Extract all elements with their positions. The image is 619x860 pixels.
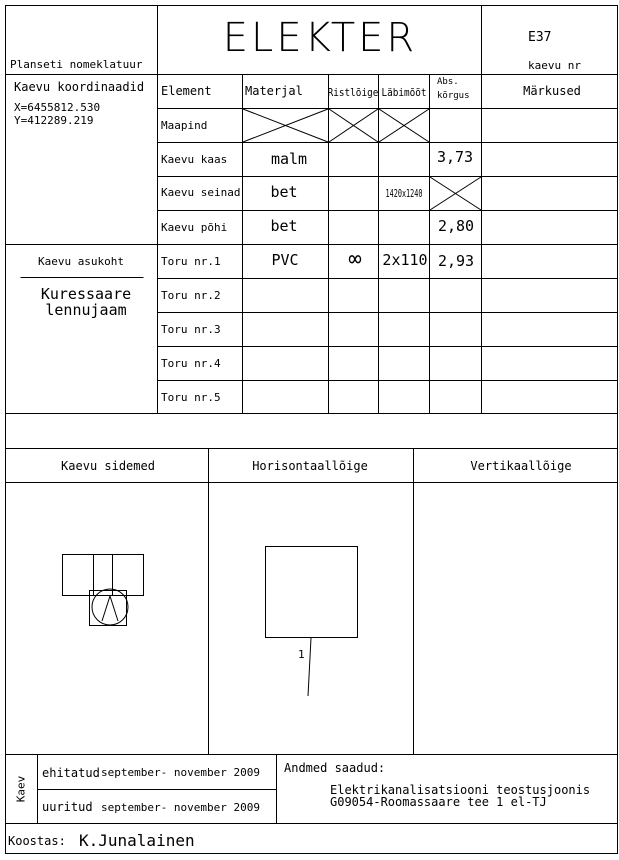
section-sidemed: Kaevu sidemed	[61, 459, 155, 473]
row-4-abs: 2,80	[437, 217, 475, 235]
row-2-abs: 3,73	[436, 148, 474, 166]
source-line2: G09054-Roomassaare tee 1 el-TJ	[330, 795, 547, 809]
uuritud-label: uuritud	[42, 800, 93, 814]
row-3-material: bet	[270, 183, 298, 201]
header-abs1: Abs.	[437, 77, 459, 87]
row-1-element: Maapind	[161, 119, 208, 132]
row-8-element: Toru nr.4	[161, 357, 221, 370]
kaevu-code: E37	[528, 30, 552, 45]
sheet-title: ELEKTER	[222, 15, 418, 61]
ehitatud-label: ehitatud	[42, 766, 100, 780]
andmed-label: Andmed saadud:	[284, 761, 386, 775]
header-material: Materjal	[245, 84, 303, 98]
frame-lines	[6, 6, 618, 854]
section-horisontaal: Horisontaallõige	[252, 459, 368, 473]
row-3-element: Kaevu seinad	[161, 186, 241, 199]
coords-label: Kaevu koordinaadid	[14, 80, 145, 94]
row-5-material: PVC	[271, 251, 299, 269]
source-line1: Elektrikanalisatsiooni teostusjoonis	[330, 783, 591, 797]
row-6-element: Toru nr.2	[161, 289, 221, 302]
header-abs2: kõrgus	[437, 91, 470, 101]
coord-y: Y=412289.219	[14, 114, 94, 127]
header-labimoot: Läbimõõt	[381, 86, 427, 99]
row-2-material: malm	[270, 150, 308, 168]
planset-label: Planseti nomeklatuur	[10, 58, 143, 71]
sidemed-sketch	[63, 555, 144, 626]
header-ristloige: Ristlõige	[327, 86, 379, 99]
row-3-labimoot: 1420x1240	[385, 187, 423, 200]
row-5-abs: 2,93	[437, 252, 475, 270]
horisontaal-sketch	[266, 547, 358, 697]
row-4-material: bet	[270, 217, 298, 235]
location-line1: Kuressaare	[40, 285, 132, 303]
row-4-element: Kaevu põhi	[161, 221, 228, 234]
row-9-element: Toru nr.5	[161, 391, 221, 404]
header-element: Element	[161, 84, 212, 98]
section-vertikaal: Vertikaallõige	[470, 459, 572, 473]
pipe-label: 1	[298, 648, 305, 661]
row-7-element: Toru nr.3	[161, 323, 221, 336]
koostas-value: K.Junalainen	[79, 831, 195, 850]
kaevu-code-label: kaevu nr	[528, 59, 581, 72]
coord-x: X=6455812.530	[14, 101, 101, 114]
location-line2: lennujaam	[45, 301, 127, 319]
uuritud-value: september- november 2009	[101, 801, 260, 814]
row-5-ristloige: ∞	[348, 247, 362, 272]
row-2-element: Kaevu kaas	[161, 153, 228, 166]
row-5-element: Toru nr.1	[161, 255, 221, 268]
location-label: Kaevu asukoht	[37, 255, 125, 268]
koostas-label: Koostas:	[8, 834, 66, 848]
ehitatud-value: september- november 2009	[101, 766, 260, 779]
row-5-labimoot: 2x110	[382, 251, 428, 269]
header-markused: Märkused	[523, 84, 581, 98]
kaev-label: Kaev	[14, 775, 28, 803]
